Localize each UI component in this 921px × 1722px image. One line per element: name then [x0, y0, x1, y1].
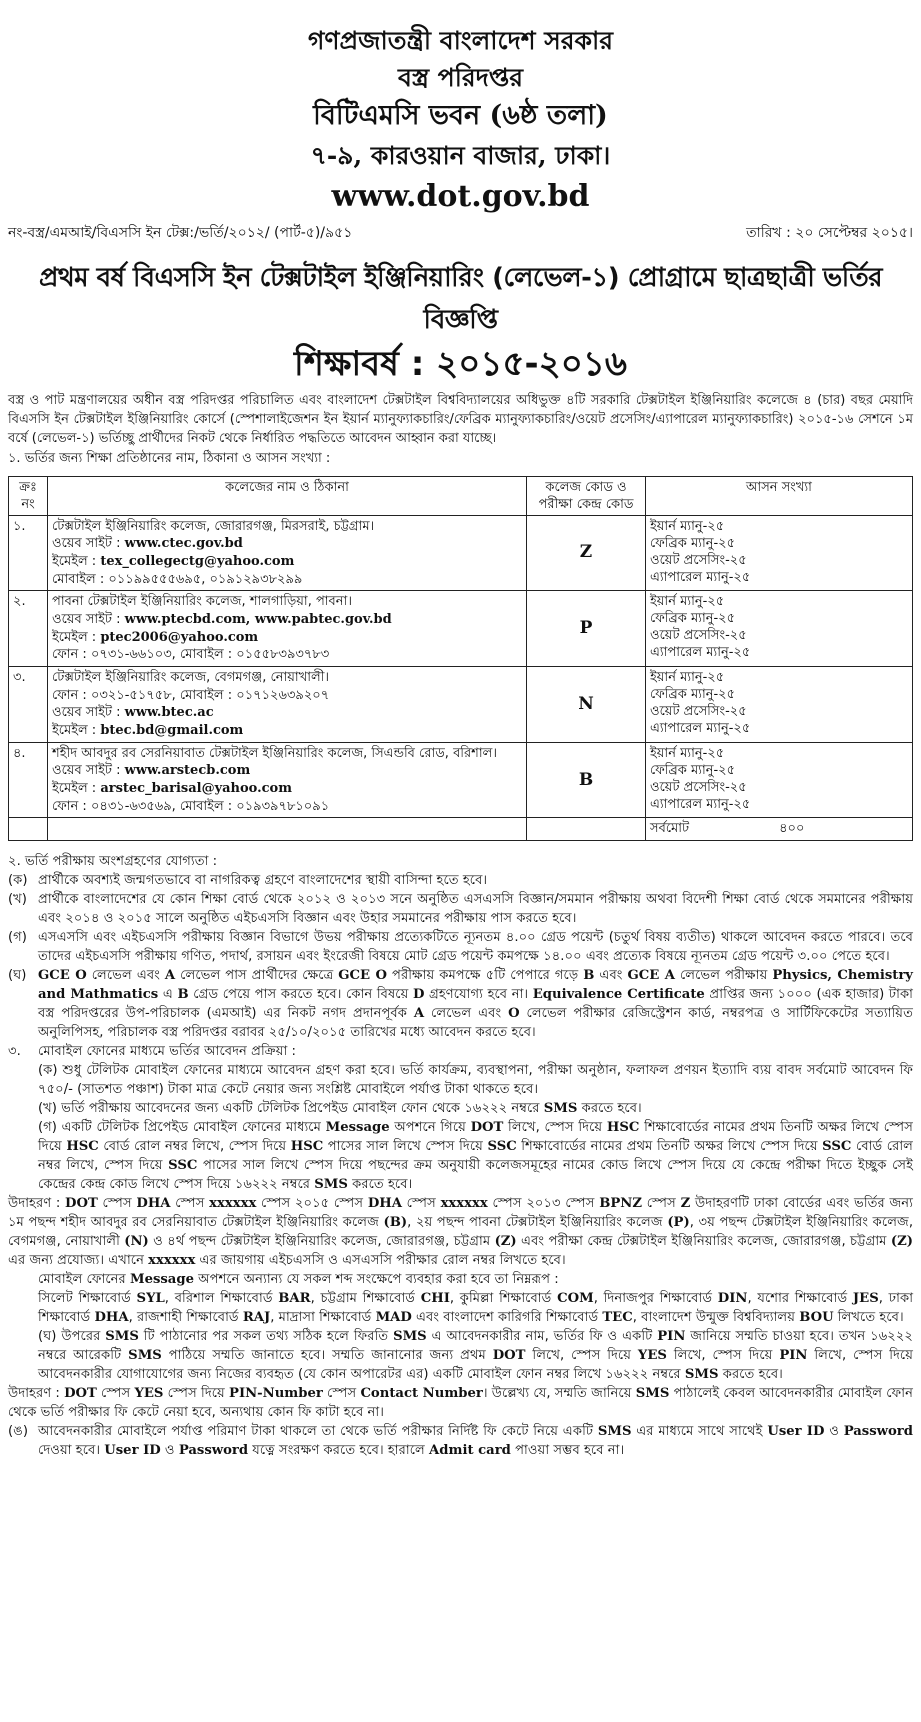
clause-text: এসএসসি এবং এইচএসসি পরীক্ষায় বিজ্ঞান বিভাগে উভয় পরীক্ষায় প্রত্যেকটিতে ন্যূনতম ৪.০০ গ্রেড পয়েন্ট (চতুর্থ বিষয় ব্যতীত) থাকলে আবেদন করতে পারবে। তবে তাদের এইচএসসি পরীক্ষায় গণিত, পদার্থ, রসায়ন এবং ইংরেজী বিষয়ে মোট গ্রেড পয়েন্ট কমপক্ষে ১৪.০০ এবং প্রত্যেক বিষয়ে ন্যূনতম গ্রেড পয়েন্ট ৩.০০ পেতে হবে।	[38, 930, 913, 965]
college-cell	[48, 515, 527, 591]
clause-text: প্রার্থীকে অবশ্যই জন্মগতভাবে বা নাগরিকত্ব গ্রহণে বাংলাদেশের স্থায়ী বাসিন্দা হতে হবে।	[38, 873, 488, 889]
clause-text: আবেদনকারীর মোবাইলে পর্যাপ্ত পরিমাণ টাকা থাকলে তা থেকে ভর্তি পরীক্ষার নির্দিষ্ট ফি কেটে নিয়ে একটি SMS এর মাধ্যমে সাথে সাথেই User ID ও Password দেওয়া হবে। User ID ও Password যত্নে সংরক্ষণ করতে হবে। হারালে Admit card পাওয়া সম্ভব হবে না।	[38, 1424, 913, 1459]
header-college-code: কলেজ কোড ও পরীক্ষা কেন্দ্র কোড	[527, 476, 646, 515]
clause-ga	[8, 928, 913, 966]
email-link[interactable]: btec.bd@gmail.com	[100, 723, 244, 739]
serial-cell: ৪.	[9, 742, 48, 818]
college-code: P	[527, 591, 646, 667]
academic-session: শিক্ষাবর্ষ : ২০১৫-২০১৬	[293, 344, 628, 385]
field-label: ওয়েব সাইট :	[52, 705, 125, 721]
govt-name: গণপ্রজাতন্ত্রী বাংলাদেশ সরকার	[308, 26, 613, 55]
seat-line: এ্যাপারেল ম্যানু-২৫	[650, 569, 751, 585]
email-link[interactable]: ptec2006@yahoo.com	[100, 629, 259, 645]
seat-line: ইয়ার্ন ম্যানু-২৫	[650, 518, 725, 534]
clause-text: GCE O লেভেল এবং A লেভেল পাস প্রার্থীদের ক্ষেত্রে GCE O পরীক্ষায় কমপক্ষে ৫টি পেপারে গড়ে B এবং GCE A লেভেল পরীক্ষায় Physics, Chemistry and Mathmatics এ B গ্রেড পেয়ে পাস করতে হবে। কোন বিষয়ে D গ্রহণযোগ্য হবে না। Equivalence Certificate প্রাপ্তির জন্য ১০০০ (এক হাজার) টাকা বস্ত্র পরিদপ্তরের উপ-পরিচালক (এমআই) এর নিকট নগদ প্রদানপূর্বক A লেভেল এবং O লেভেল পরীক্ষার রেজিস্ট্রেশন কার্ড, নম্বরপত্র ও সার্টিফিকেটের সত্যায়িত অনুলিপিসহ, পরিচালক বস্ত্র পরিদপ্তর বরাবর ২৫/১০/২০১৫ তারিখের মধ্যে আবেদন করতে হবে।	[38, 968, 913, 1041]
section-marker: ৩.	[8, 1044, 21, 1060]
field-label: ওয়েব সাইট :	[52, 612, 125, 628]
college-code: Z	[527, 515, 646, 591]
seat-line: ইয়ার্ন ম্যানু-২৫	[650, 745, 725, 761]
website-link[interactable]: www.ptecbd.com, www.pabtec.gov.bd	[124, 612, 392, 628]
college-name: পাবনা টেক্সটাইল ইঞ্জিনিয়ারিং কলেজ, শালগাড়িয়া, পাবনা।	[52, 594, 352, 610]
seat-line: ইয়ার্ন ম্যানু-২৫	[650, 594, 725, 610]
confirm-example: উদাহরণ : DOT স্পেস YES স্পেস দিয়ে PIN-Number স্পেস Contact Number। উল্লেখ্য যে, সম্মতি জানিয়ে SMS পাঠালেই কেবল আবেদনকারীর মোবাইল ফোন থেকে ভর্তি পরীক্ষার ফি কেটে নেয়া হবে, অন্যথায় কোন ফি কাটা হবে না।	[8, 1386, 913, 1421]
field-label: ফোন :	[52, 687, 91, 703]
seat-line: এ্যাপারেল ম্যানু-২৫	[650, 796, 751, 812]
website-link[interactable]: www.ctec.gov.bd	[124, 536, 243, 552]
phone-number: ০৪৩১-৬৩৫৬৯, মোবাইল : ০১৯৩৯৭৮১০৯১	[90, 798, 330, 814]
seat-line: ওয়েট প্রসেসিং-২৫	[650, 779, 747, 795]
phone-number: ০৭৩১-৬৬১০৩, মোবাইল : ০১৫৫৮৩৯৩৭৮৩	[90, 647, 330, 663]
seats-cell	[646, 667, 913, 743]
clause-marker: (ঙ)	[8, 1424, 28, 1440]
seat-line: ফেব্রিক ম্যানু-২৫	[650, 687, 736, 703]
college-code: B	[527, 742, 646, 818]
clause-ga: (গ) একটি টেলিটক প্রিপেইড মোবাইল ফোনের মাধ্যমে Message অপশনে গিয়ে DOT লিখে, স্পেস দিয়ে HSC শিক্ষাবোর্ডের নামের প্রথম তিনটি অক্ষর লিখে স্পেস দিয়ে HSC বোর্ড রোল নম্বর লিখে, স্পেস দিয়ে HSC পাসের সাল লিখে স্পেস দিয়ে SSC শিক্ষাবোর্ডের নামের প্রথম তিনটি অক্ষর লিখে স্পেস দিয়ে SSC বোর্ড রোল নম্বর লিখে, স্পেস দিয়ে SSC পাসের সাল লিখে স্পেস দিয়ে পছন্দের ক্রম অনুযায়ী কলেজসমূহের নামের কোড লিখে স্পেস দিয়ে যে কেন্দ্রে পরীক্ষা দিতে ইচ্ছুক সেই কেন্দ্রের কেন্দ্র কোড লিখে স্পেস দিয়ে ১৬২২২ নম্বরে SMS করতে হবে।	[38, 1120, 913, 1193]
clause-marker: (খ)	[8, 892, 27, 908]
seats-cell	[646, 515, 913, 591]
address: ৭-৯, কারওয়ান বাজার, ঢাকা।	[310, 141, 611, 170]
empty-cell	[48, 818, 527, 841]
college-code: N	[527, 667, 646, 743]
notice-title: প্রথম বর্ষ বিএসসি ইন টেক্সটাইল ইঞ্জিনিয়ারিং (লেভেল-১) প্রোগ্রামে ছাত্রছাত্রী ভর্তির বিজ্ঞপ্তি	[38, 263, 883, 336]
college-cell	[48, 591, 527, 667]
email-link[interactable]: tex_collegectg@yahoo.com	[100, 554, 295, 570]
clause-ka: (ক) শুধু টেলিটক মোবাইল ফোনের মাধ্যমে আবেদন গ্রহণ করা হবে। ভর্তি কার্যক্রম, ব্যবস্থাপনা, পরীক্ষা অনুষ্ঠান, ফলাফল প্রণয়ন ইত্যাদি ব্যয় বাবদ সর্বমোট আবেদন ফি ৭৫০/- (সাতশত পঞ্চাশ) টাকা মাত্র কেটে নেয়ার জন্য সংশ্লিষ্ট মোবাইলে পর্যাপ্ত টাকা থাকতে হবে।	[38, 1063, 913, 1098]
clause-ka	[8, 871, 913, 890]
table-row	[9, 591, 913, 667]
field-label: ইমেইল :	[52, 723, 101, 739]
section2	[8, 853, 913, 1042]
field-label: ফোন :	[52, 798, 91, 814]
section3-title: মোবাইল ফোনের মাধ্যমে ভর্তির আবেদন প্রক্রিয়া :	[38, 1044, 296, 1060]
table-row	[9, 667, 913, 743]
empty-cell	[527, 818, 646, 841]
field-label: মোবাইল :	[52, 571, 109, 587]
department-name: বস্ত্র পরিদপ্তর	[397, 63, 524, 92]
website-link[interactable]: www.arstecb.com	[124, 763, 251, 779]
section2-title: ২. ভর্তি পরীক্ষায় অংশগ্রহণের যোগ্যতা :	[8, 854, 218, 870]
field-label: ওয়েব সাইট :	[52, 536, 125, 552]
reference-row	[8, 224, 913, 243]
college-table	[8, 476, 913, 841]
table-total-row	[9, 818, 913, 841]
seat-line: ফেব্রিক ম্যানু-২৫	[650, 762, 736, 778]
college-cell	[48, 742, 527, 818]
clause-text: প্রার্থীকে বাংলাদেশের যে কোন শিক্ষা বোর্ড থেকে ২০১২ ও ২০১৩ সনে অনুষ্ঠিত এসএসসি বিজ্ঞান/সমমান পরীক্ষায় অথবা বিদেশী শিক্ষা বোর্ড থেকে সমমানের পরীক্ষায় এবং ২০১৪ ও ২০১৫ সালে অনুষ্ঠিত এইচএসসি বিজ্ঞান এবং উহার সমমানের পরীক্ষায় পাস করতে হবে।	[38, 892, 913, 927]
table-row	[9, 742, 913, 818]
table-row	[9, 515, 913, 591]
total-label: সর্বমোট	[650, 821, 690, 837]
field-label: ইমেইল :	[52, 781, 101, 797]
seat-line: ওয়েট প্রসেসিং-২৫	[650, 628, 747, 644]
phone-number: ০৩২১-৫১৭৫৮, মোবাইল : ০১৭১২৬৩৯২০৭	[90, 687, 330, 703]
clause-marker: (গ)	[8, 930, 27, 946]
seat-line: ওয়েট প্রসেসিং-২৫	[650, 552, 747, 568]
seat-line: ইয়ার্ন ম্যানু-২৫	[650, 670, 725, 686]
field-label: ইমেইল :	[52, 554, 101, 570]
memo-number: নং-বস্ত্র/এমআই/বিএসসি ইন টেক্স:/ভর্তি/২০১২/ (পার্ট-৫)/৯৫১	[8, 225, 353, 241]
field-label: ফোন :	[52, 647, 91, 663]
building-name: বিটিএমসি ভবন (৬ষ্ঠ তলা)	[313, 100, 608, 131]
total-cell	[646, 818, 913, 841]
clause-kha: (খ) ভর্তি পরীক্ষায় আবেদনের জন্য একটি টেলিটক প্রিপেইড মোবাইল ফোন থেকে ১৬২২২ নম্বরে SMS করতে হবে।	[38, 1101, 642, 1117]
seats-cell	[646, 742, 913, 818]
total-value: ৪০০	[779, 821, 805, 837]
website-link[interactable]: www.dot.gov.bd	[331, 179, 590, 214]
notice-date: তারিখ : ২০ সেপ্টেম্বর ২০১৫।	[746, 225, 913, 241]
college-name: টেক্সটাইল ইঞ্জিনিয়ারিং কলেজ, জোরারগঞ্জ, মিরসরাই, চট্টগ্রাম।	[52, 518, 375, 534]
clause-umo	[8, 1422, 913, 1460]
section3-heading	[8, 1042, 913, 1061]
header-college-name: কলেজের নাম ও ঠিকানা	[48, 476, 527, 515]
serial-cell: ১.	[9, 515, 48, 591]
admission-notice	[8, 0, 913, 1460]
intro-paragraph: বস্ত্র ও পাট মন্ত্রণালয়ের অধীন বস্ত্র পরিদপ্তর পরিচালিত এবং বাংলাদেশ টেক্সটাইল বিশ্ববিদ্যালয়ের অধিভুক্ত ৪টি সরকারি টেক্সটাইল ইঞ্জিনিয়ারিং কলেজে ৪ (চার) বছর মেয়াদি বিএসসি ইন টেক্সটাইল ইঞ্জিনিয়ারিং কোর্সে (স্পেশালাইজেশন ইন ইয়ার্ন ম্যানুফ্যাকচারিং/ফেব্রিক ম্যানুফ্যাকচারিং/ওয়েট প্রসেসিং/এ্যাপারেল ম্যানুফ্যাকচারিং) ২০১৫-১৬ সেশনে ১ম বর্ষে (লেভেল-১) ভর্তিচ্ছু প্রার্থীদের নিকট থেকে নির্ধারিত পদ্ধতিতে আবেদন আহ্বান করা যাচ্ছে।	[8, 393, 913, 447]
seat-line: এ্যাপারেল ম্যানু-২৫	[650, 645, 751, 661]
seat-line: ফেব্রিক ম্যানু-২৫	[650, 611, 736, 627]
seat-line: এ্যাপারেল ম্যানু-২৫	[650, 721, 751, 737]
college-cell	[48, 667, 527, 743]
serial-cell: ৩.	[9, 667, 48, 743]
section1-title: ১. ভর্তির জন্য শিক্ষা প্রতিষ্ঠানের নাম, ঠিকানা ও আসন সংখ্যা :	[8, 451, 331, 467]
phone-number: ০১১৯৯৫৫৫৬৯৫, ০১৯১২৯৩৮২৯৯	[108, 571, 303, 587]
clause-kha	[8, 890, 913, 928]
seats-cell	[646, 591, 913, 667]
header-serial: ক্রঃ নং	[9, 476, 48, 515]
clause-marker: (ঘ)	[8, 968, 27, 984]
serial-cell: ২.	[9, 591, 48, 667]
clause-gha: (ঘ) উপরের SMS টি পাঠানোর পর সকল তথ্য সঠিক হলে ফিরতি SMS এ আবেদনকারীর নাম, ভর্তির ফি ও একটি PIN জানিয়ে সম্মতি চাওয়া হবে। তখন ১৬২২২ নম্বরে আরেকটি SMS পাঠিয়ে সম্মতি জানাতে হবে। সম্মতি জানানোর জন্য প্রথম DOT লিখে, স্পেস দিয়ে YES লিখে, স্পেস দিয়ে PIN লিখে, স্পেস দিয়ে আবেদনকারীর যোগাযোগের জন্য নিজের ব্যবহৃত (যে কোন অপারেটর এর) একটি মোবাইল ফোন নম্বর লিখে ১৬২২২ নম্বরে SMS করতে হবে।	[38, 1329, 913, 1383]
empty-cell	[9, 818, 48, 841]
seat-line: ওয়েট প্রসেসিং-২৫	[650, 704, 747, 720]
field-label: ইমেইল :	[52, 629, 101, 645]
college-name: শহীদ আবদুর রব সেরনিয়াবাত টেক্সটাইল ইঞ্জিনিয়ারিং কলেজ, সিএন্ডবি রোড, বরিশাল।	[52, 745, 497, 761]
section3	[8, 1042, 913, 1460]
header-seats: আসন সংখ্যা	[646, 476, 913, 515]
clause-marker: (ক)	[8, 873, 28, 889]
email-link[interactable]: arstec_barisal@yahoo.com	[100, 781, 292, 797]
letterhead	[8, 22, 913, 218]
clause-gha	[8, 966, 913, 1042]
field-label: ওয়েব সাইট :	[52, 763, 125, 779]
college-name: টেক্সটাইল ইঞ্জিনিয়ারিং কলেজ, বেগমগঞ্জ, নোয়াখালী।	[52, 670, 330, 686]
abbreviation-list: মোবাইল ফোনের Message অপশনে অন্যান্য যে সকল শব্দ সংক্ষেপে ব্যবহার করা হবে তা নিম্নরূপ : সিলেট শিক্ষাবোর্ড SYL, বরিশাল শিক্ষাবোর্ড BAR, চট্টগ্রাম শিক্ষাবোর্ড CHI, কুমিল্লা শিক্ষাবোর্ড COM, দিনাজপুর শিক্ষাবোর্ড DIN, যশোর শিক্ষাবোর্ড JES, ঢাকা শিক্ষাবোর্ড DHA, রাজশাহী শিক্ষাবোর্ড RAJ, মাদ্রাসা শিক্ষাবোর্ড MAD এবং বাংলাদেশ কারিগরি শিক্ষাবোর্ড TEC, বাংলাদেশ উন্মুক্ত বিশ্ববিদ্যালয় BOU লিখতে হবে।	[38, 1272, 914, 1326]
website-link[interactable]: www.btec.ac	[124, 705, 214, 721]
sms-example: উদাহরণ : DOT স্পেস DHA স্পেস xxxxxx স্পেস ২০১৫ স্পেস DHA স্পেস xxxxxx স্পেস ২০১৩ স্পেস BPNZ স্পেস Z উদাহরণটি ঢাকা বোর্ডের এবং ভর্তির জন্য ১ম পছন্দ শহীদ আবদুর রব সেরনিয়াবাত টেক্সটাইল ইঞ্জিনিয়ারিং কলেজ (B), ২য় পছন্দ পাবনা টেক্সটাইল ইঞ্জিনিয়ারিং কলেজ (P), ৩য় পছন্দ টেক্সটাইল ইঞ্জিনিয়ারিং কলেজ, বেগমগঞ্জ, নোয়াখালী (N) ও ৪র্থ পছন্দ টেক্সটাইল ইঞ্জিনিয়ারিং কলেজ, জোরারগঞ্জ, চট্টগ্রাম (Z) এবং পরীক্ষা কেন্দ্র টেক্সটাইল ইঞ্জিনিয়ারিং কলেজ, জোরারগঞ্জ, চট্টগ্রাম (Z) এর জন্য প্রযোজ্য। এখানে xxxxxx এর জায়গায় এইচএসসি ও এসএসসি পরীক্ষার রোল নম্বর লিখতে হবে।	[8, 1196, 914, 1269]
table-header-row	[9, 476, 913, 515]
seat-line: ফেব্রিক ম্যানু-২৫	[650, 535, 736, 551]
